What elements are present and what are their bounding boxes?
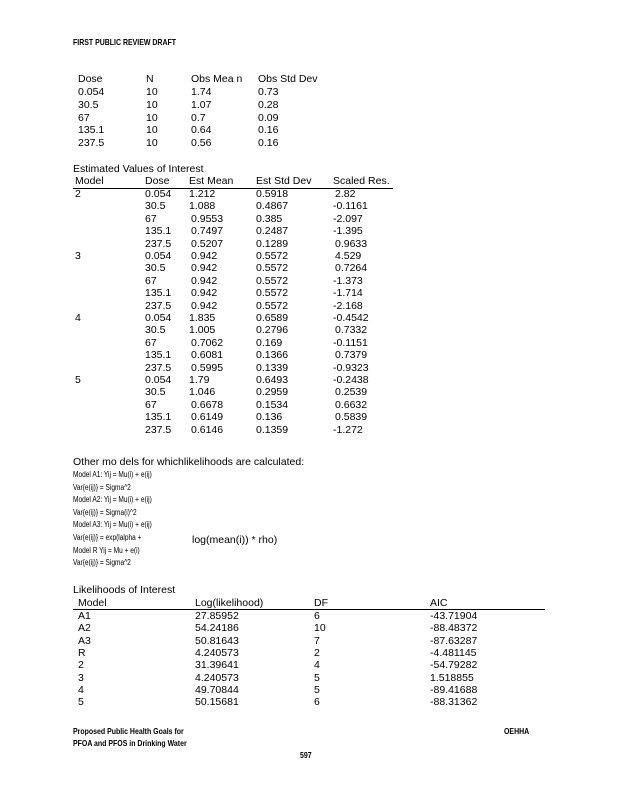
est-dose-cell: 135.1 — [145, 225, 172, 238]
footer-org: OEHHA — [504, 726, 530, 736]
scaled-res-cell: -1.714 — [333, 287, 363, 300]
lik-aic-cell: -4.481145 — [430, 646, 477, 659]
model-definition-line: Model A2: Yij = Mu(i) + e(ij) — [73, 495, 152, 505]
lik-model-cell: A3 — [78, 634, 91, 647]
est-model-cell: 2 — [75, 188, 81, 200]
dose-cell: 67 — [78, 111, 90, 124]
est-mean-cell: 0.5207 — [191, 237, 224, 250]
est-dose-cell: 237.5 — [145, 361, 172, 374]
scaled-res-cell: 0.6632 — [335, 398, 368, 411]
lik-loglik-cell: 4.240573 — [195, 646, 239, 659]
est-mean-cell: 0.942 — [191, 262, 218, 275]
obs-mean-col-header: Obs Mea n — [191, 73, 243, 85]
est-dose-cell: 0.054 — [145, 250, 172, 262]
est-dose-cell: 67 — [145, 336, 157, 349]
lik-aic-cell: -88.48372 — [430, 622, 478, 635]
dose-cell: 237.5 — [78, 137, 105, 150]
est-mean-cell: 0.7062 — [191, 336, 224, 349]
scaled-res-cell: -1.272 — [333, 423, 363, 436]
lik-df-cell: 6 — [314, 696, 320, 709]
obs-mean-cell: 0.7 — [191, 111, 206, 124]
scaled-res-cell: -0.9323 — [333, 361, 369, 374]
est-dose-cell: 30.5 — [145, 324, 166, 337]
est-dose-cell: 0.054 — [145, 188, 172, 200]
lik-loglik-cell: 54.24186 — [195, 622, 239, 635]
scaled-res-cell: 0.9633 — [335, 237, 368, 250]
footer-line-2: PFOA and PFOS in Drinking Water — [73, 738, 187, 748]
scaled-res-cell: -1.395 — [333, 225, 363, 238]
lik-model-cell: 2 — [78, 659, 84, 672]
lik-df-cell: 10 — [314, 622, 326, 635]
est-std-col-header: Est Std Dev — [256, 175, 312, 187]
lik-model-cell: 3 — [78, 671, 84, 684]
scaled-res-cell: -2.168 — [333, 299, 363, 312]
scaled-res-cell: 0.2539 — [335, 386, 368, 399]
est-mean-cell: 1.79 — [189, 374, 210, 386]
n-cell: 10 — [146, 98, 158, 111]
model-definition-line: Var{e(ij)} = Sigma^2 — [73, 558, 131, 568]
lik-loglik-cell: 27.85952 — [195, 610, 239, 622]
est-dose-cell: 30.5 — [145, 386, 166, 399]
a3-variance-continuation: log(mean(i)) * rho) — [192, 534, 278, 546]
obs-std-col-header: Obs Std Dev — [258, 73, 318, 85]
est-mean-cell: 0.942 — [191, 299, 218, 312]
est-dose-cell: 237.5 — [145, 237, 172, 250]
lik-loglik-cell: 31.39641 — [195, 659, 239, 672]
est-std-cell: 0.5572 — [256, 262, 289, 275]
obs-std-cell: 0.73 — [258, 86, 279, 98]
est-std-cell: 0.5918 — [256, 188, 289, 200]
est-dose-cell: 0.054 — [145, 312, 172, 324]
est-dose-cell: 67 — [145, 398, 157, 411]
lik-model-col-header: Model — [78, 597, 107, 609]
scaled-res-cell: 0.5839 — [335, 411, 368, 424]
est-model-cell: 5 — [75, 374, 81, 386]
est-dose-col-header: Dose — [145, 175, 170, 187]
dose-cell: 30.5 — [78, 98, 99, 111]
est-std-cell: 0.385 — [256, 212, 283, 225]
model-definition-line: Var{e(ij)} = Sigma^2 — [73, 482, 131, 492]
est-dose-cell: 0.054 — [145, 374, 172, 386]
lik-model-cell: A2 — [78, 622, 91, 635]
est-mean-cell: 1.005 — [189, 324, 216, 337]
model-definition-line: Var{e(ij)} = exp(lalpha + — [73, 533, 142, 542]
n-cell: 10 — [146, 124, 158, 137]
scaled-res-cell: 4.529 — [335, 250, 362, 262]
est-mean-cell: 0.6678 — [191, 398, 224, 411]
likelihoods-title: Likelihoods of Interest — [73, 584, 176, 596]
lik-loglik-cell: 50.15681 — [195, 696, 239, 709]
scaled-res-cell: -0.1161 — [333, 200, 368, 213]
lik-aic-cell: 1.518855 — [430, 671, 474, 684]
lik-df-cell: 4 — [314, 659, 320, 672]
est-std-cell: 0.2796 — [256, 324, 289, 337]
lik-aic-cell: -54.79282 — [430, 659, 478, 672]
est-mean-cell: 0.7497 — [191, 225, 224, 238]
lik-model-cell: R — [78, 646, 86, 659]
est-std-cell: 0.2959 — [256, 386, 289, 399]
est-dose-cell: 30.5 — [145, 200, 166, 213]
page-number: 597 — [300, 750, 312, 760]
est-dose-cell: 67 — [145, 274, 157, 287]
obs-std-cell: 0.28 — [258, 98, 279, 111]
est-dose-cell: 237.5 — [145, 299, 172, 312]
lik-loglik-cell: 49.70844 — [195, 683, 239, 696]
lik-aic-cell: -88.31362 — [430, 696, 478, 709]
scaled-res-col-header: Scaled Res. — [333, 175, 390, 187]
n-col-header: N — [146, 73, 154, 85]
est-model-cell: 3 — [75, 250, 81, 262]
draft-header: FIRST PUBLIC REVIEW DRAFT — [73, 37, 176, 47]
est-mean-col-header: Est Mean — [189, 175, 234, 187]
est-dose-cell: 67 — [145, 212, 157, 225]
obs-mean-cell: 1.74 — [191, 86, 212, 98]
est-mean-cell: 0.942 — [191, 250, 218, 262]
est-std-cell: 0.5572 — [256, 299, 289, 312]
scaled-res-cell: -0.2438 — [333, 374, 369, 386]
lik-aic-cell: -87.63287 — [430, 634, 478, 647]
model-definition-line: Model A1: Yij = Mu(i) + e(ij) — [73, 470, 152, 479]
est-dose-cell: 30.5 — [145, 262, 166, 275]
est-mean-cell: 0.5995 — [191, 361, 224, 374]
estimated-title: Estimated Values of Interest — [73, 163, 204, 175]
other-models-title: Other mo dels for whichlikelihoods are calculated: — [73, 456, 305, 468]
lik-aic-cell: -89.41688 — [430, 683, 478, 696]
obs-std-cell: 0.09 — [258, 111, 279, 124]
est-std-cell: 0.6493 — [256, 374, 289, 386]
dose-cell: 135.1 — [78, 124, 105, 137]
dose-cell: 0.054 — [78, 86, 105, 98]
model-definition-line: Var{e(ij)} = Sigma(i)^2 — [73, 507, 137, 517]
obs-mean-cell: 0.56 — [191, 137, 212, 150]
model-definition-line: Model A3: Yij = Mu(i) + e(ij) — [73, 520, 152, 530]
lik-df-cell: 7 — [314, 634, 320, 647]
est-dose-cell: 135.1 — [145, 411, 172, 424]
est-mean-cell: 1.212 — [189, 188, 216, 200]
est-dose-cell: 135.1 — [145, 287, 172, 300]
est-std-cell: 0.1289 — [256, 237, 289, 250]
lik-df-cell: 2 — [314, 646, 320, 659]
scaled-res-cell: 2.82 — [335, 188, 356, 200]
est-std-cell: 0.1534 — [256, 398, 289, 411]
est-mean-cell: 0.9553 — [191, 212, 224, 225]
est-mean-cell: 0.6146 — [191, 423, 224, 436]
obs-mean-cell: 1.07 — [191, 98, 212, 111]
est-mean-cell: 1.046 — [189, 386, 216, 399]
dose-col-header: Dose — [78, 73, 103, 85]
lik-df-cell: 6 — [314, 610, 320, 622]
lik-loglik-cell: 4.240573 — [195, 671, 239, 684]
scaled-res-cell: -0.4542 — [333, 312, 369, 324]
est-std-cell: 0.5572 — [256, 274, 289, 287]
est-std-cell: 0.136 — [256, 411, 283, 424]
n-cell: 10 — [146, 86, 158, 98]
est-mean-cell: 0.6081 — [191, 349, 224, 362]
scaled-res-cell: 0.7379 — [335, 349, 368, 362]
lik-aic-cell: -43.71904 — [430, 610, 478, 622]
est-std-cell: 0.4867 — [256, 200, 289, 213]
obs-std-cell: 0.16 — [258, 137, 279, 150]
obs-mean-cell: 0.64 — [191, 124, 212, 137]
scaled-res-cell: -2.097 — [333, 212, 363, 225]
lik-model-cell: 4 — [78, 683, 84, 696]
scaled-res-cell: 0.7332 — [335, 324, 368, 337]
est-std-cell: 0.6589 — [256, 312, 289, 324]
lik-model-cell: A1 — [78, 610, 91, 622]
est-mean-cell: 0.942 — [191, 287, 218, 300]
est-dose-cell: 135.1 — [145, 349, 172, 362]
footer-line-1: Proposed Public Health Goals for — [73, 726, 184, 736]
est-std-cell: 0.5572 — [256, 287, 289, 300]
lik-df-col-header: DF — [314, 597, 328, 609]
lik-aic-col-header: AIC — [430, 597, 448, 609]
est-mean-cell: 1.835 — [189, 312, 216, 324]
est-std-cell: 0.1339 — [256, 361, 289, 374]
lik-loglik-col-header: Log(likelihood) — [195, 597, 264, 609]
model-definition-line: Model R Yij = Mu + e(i) — [73, 545, 140, 555]
scaled-res-cell: 0.7264 — [335, 262, 368, 275]
lik-loglik-cell: 50.81643 — [195, 634, 239, 647]
lik-df-cell: 5 — [314, 683, 320, 696]
est-mean-cell: 0.6149 — [191, 411, 224, 424]
est-std-cell: 0.5572 — [256, 250, 289, 262]
est-mean-cell: 1.088 — [189, 200, 216, 213]
n-cell: 10 — [146, 137, 158, 150]
est-model-col-header: Model — [75, 175, 104, 187]
n-cell: 10 — [146, 111, 158, 124]
est-std-cell: 0.1359 — [256, 423, 289, 436]
est-mean-cell: 0.942 — [191, 274, 218, 287]
est-model-cell: 4 — [75, 312, 81, 324]
obs-std-cell: 0.16 — [258, 124, 279, 137]
est-std-cell: 0.169 — [256, 336, 283, 349]
lik-df-cell: 5 — [314, 671, 320, 684]
est-std-cell: 0.1366 — [256, 349, 289, 362]
est-std-cell: 0.2487 — [256, 225, 289, 238]
est-dose-cell: 237.5 — [145, 423, 172, 436]
scaled-res-cell: -0.1151 — [333, 336, 368, 349]
scaled-res-cell: -1.373 — [333, 274, 363, 287]
lik-model-cell: 5 — [78, 696, 84, 709]
